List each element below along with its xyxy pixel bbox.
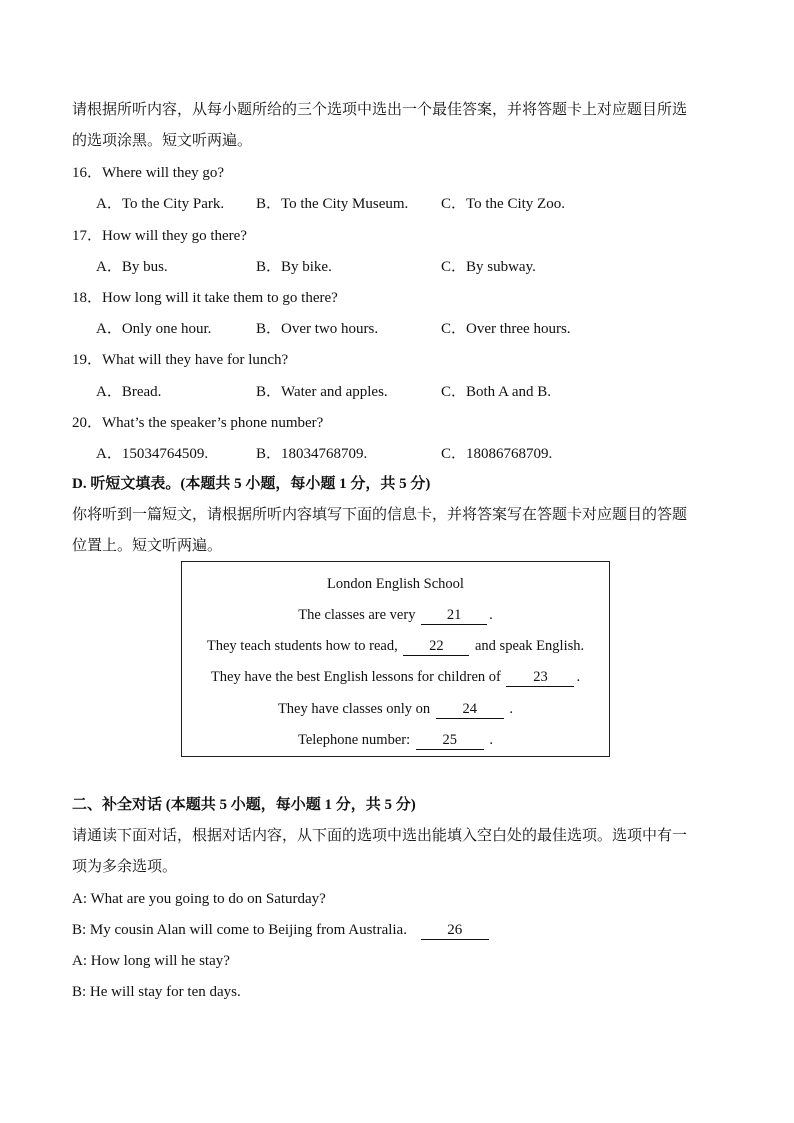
- option-b: B．18034768709.: [256, 446, 368, 462]
- option-c: C．Both A and B.: [441, 384, 552, 400]
- blank-26[interactable]: 26: [421, 922, 489, 940]
- question-19-stem: 19．What will they have for lunch?: [72, 352, 289, 368]
- instruction-c-line2: 的选项涂黑。短文听两遍。: [72, 133, 253, 149]
- line-end: .: [489, 732, 493, 748]
- info-card-line-24: [182, 699, 609, 719]
- blank-22[interactable]: 22: [403, 638, 469, 656]
- line-text: The classes are very: [298, 607, 416, 623]
- line-end: .: [489, 607, 493, 623]
- instruction-d-line1: 你将听到一篇短文，请根据所听内容填写下面的信息卡，并将答案写在答题卡对应题目的答题: [72, 507, 688, 523]
- blank-21[interactable]: 21: [421, 607, 487, 625]
- option-c: C．18086768709.: [441, 446, 553, 462]
- blank-24[interactable]: 24: [436, 701, 504, 719]
- section-d-heading: D. 听短文填表。(本题共 5 小题，每小题 1 分，共 5 分): [72, 476, 431, 492]
- line-end: and speak English.: [474, 638, 585, 654]
- info-card-line-21: [182, 605, 609, 625]
- dialogue-line-4: B: He will stay for ten days.: [72, 984, 241, 1000]
- line-end: .: [509, 701, 514, 717]
- instruction-c-line1: 请根据所听内容，从每小题所给的三个选项中选出一个最佳答案，并将答题卡上对应题目所选: [72, 102, 688, 118]
- option-b: B．Over two hours.: [256, 321, 379, 337]
- info-card: [181, 561, 610, 757]
- option-b: B．By bike.: [256, 259, 332, 275]
- dialogue-line-2: [72, 920, 491, 940]
- question-17-stem: 17．How will they go there?: [72, 228, 247, 244]
- option-a: A．To the City Park.: [96, 196, 225, 212]
- instruction-2-line2: 项为多余选项。: [72, 859, 178, 875]
- option-a: A．By bus.: [96, 259, 168, 275]
- option-b: B．To the City Museum.: [256, 196, 409, 212]
- section-2-heading: 二、补全对话 (本题共 5 小题，每小题 1 分，共 5 分): [72, 797, 416, 813]
- line-text: Telephone number:: [297, 732, 411, 748]
- info-card-line-25: [182, 730, 609, 750]
- instruction-2-line1: 请通读下面对话，根据对话内容，从下面的选项中选出能填入空白处的最佳选项。选项中有一: [72, 828, 688, 844]
- option-a: A．Only one hour.: [96, 321, 212, 337]
- line-text: They teach students how to read,: [206, 638, 398, 654]
- info-card-line-23: [182, 667, 609, 687]
- dialogue-text: B: My cousin Alan will come to Beijing from Australia.: [72, 922, 407, 938]
- blank-23[interactable]: 23: [506, 669, 574, 687]
- instruction-d-line2: 位置上。短文听两遍。: [72, 538, 223, 554]
- question-18-stem: 18．How long will it take them to go there?: [72, 290, 338, 306]
- line-end: .: [576, 669, 581, 685]
- option-a: A．15034764509.: [96, 446, 209, 462]
- info-card-line-22: [182, 636, 609, 656]
- option-c: C．To the City Zoo.: [441, 196, 565, 212]
- dialogue-line-1: A: What are you going to do on Saturday?: [72, 891, 326, 907]
- option-c: C．By subway.: [441, 259, 536, 275]
- line-text: They have the best English lessons for children of: [210, 669, 501, 685]
- option-b: B．Water and apples.: [256, 384, 388, 400]
- question-20-stem: 20．What’s the speaker’s phone number?: [72, 415, 324, 431]
- option-c: C．Over three hours.: [441, 321, 571, 337]
- info-card-title: London English School: [327, 576, 464, 592]
- blank-25[interactable]: 25: [416, 732, 484, 750]
- option-a: A．Bread.: [96, 384, 162, 400]
- line-text: They have classes only on: [277, 701, 431, 717]
- dialogue-line-3: A: How long will he stay?: [72, 953, 230, 969]
- question-16-stem: 16．Where will they go?: [72, 165, 225, 181]
